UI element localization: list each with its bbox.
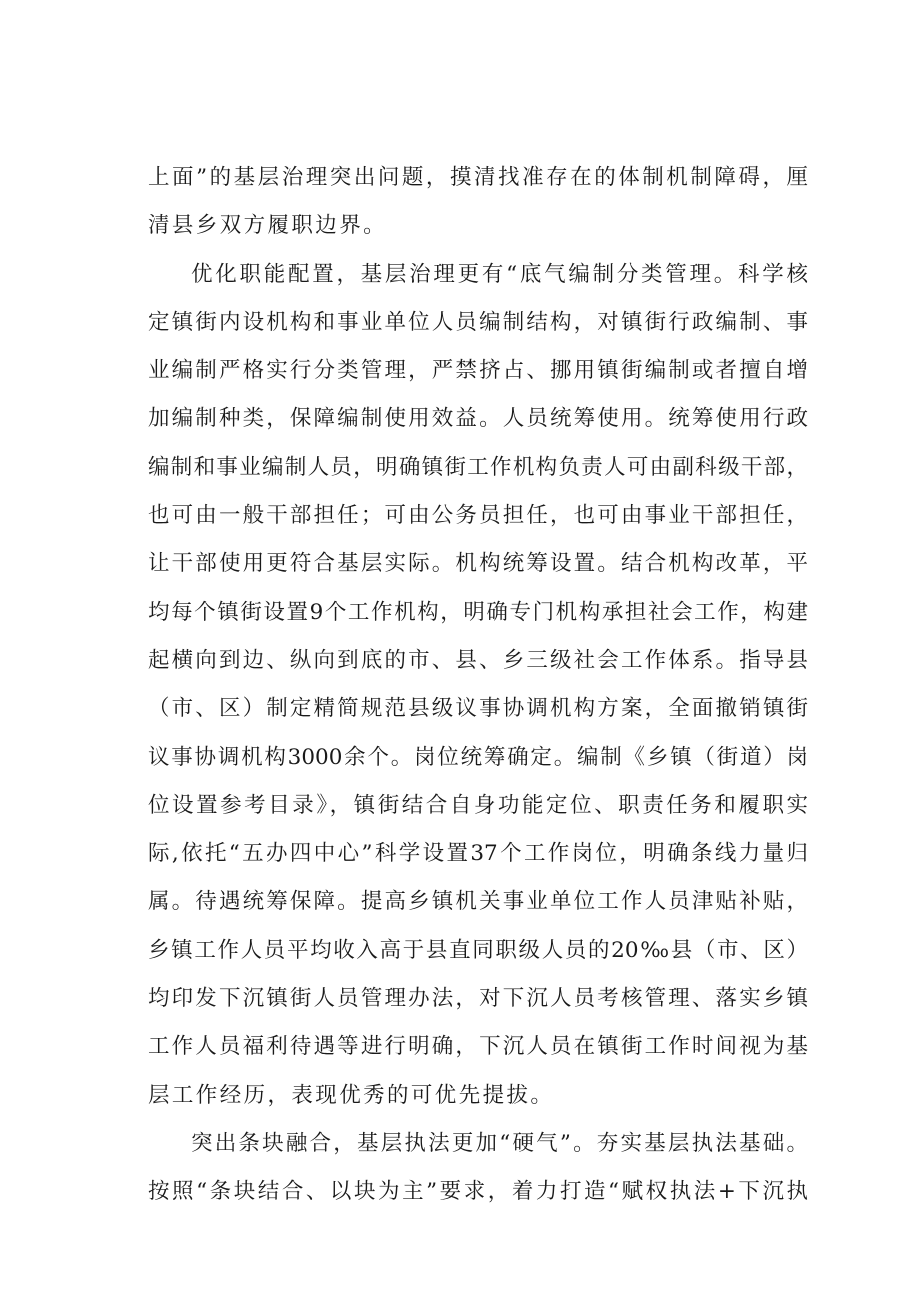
text-line: 业编制严格实行分类管理，严禁挤占、挪用镇街编制或者擅自增: [148, 358, 808, 384]
text-line: （市、区）制定精简规范县级议事协调机构方案，全面撤销镇街: [148, 696, 808, 722]
text-line: 属。待遇统筹保障。提高乡镇机关事业单位工作人员津贴补贴，: [148, 889, 808, 915]
text-line: 位设置参考目录》，镇街结合自身功能定位、职责任务和履职实: [148, 792, 808, 818]
text-line: 也可由一般干部担任；可由公务员担任，也可由事业干部担任，: [148, 503, 808, 529]
paragraph-staffing: [148, 251, 808, 1120]
text-line: 清县乡双方履职边界。: [148, 213, 388, 239]
text-line: 加编制种类，保障编制使用效益。人员统筹使用。统筹使用行政: [148, 406, 808, 432]
text-line: 际,依托“五办四中心”科学设置37个工作岗位，明确条线力量归: [148, 841, 808, 867]
text-line: 按照“条块结合、以块为主”要求，着力打造“赋权执法+下沉执: [148, 1179, 808, 1205]
text-line: 定镇街内设机构和事业单位人员编制结构，对镇街行政编制、事: [148, 309, 808, 335]
text-line: 均每个镇街设置9个工作机构，明确专门机构承担社会工作，构建: [148, 599, 808, 625]
text-line: 起横向到边、纵向到底的市、县、乡三级社会工作体系。指导县: [148, 647, 808, 673]
text-line: 让干部使用更符合基层实际。机构统筹设置。结合机构改革，平: [148, 551, 808, 577]
paragraph-boundary: [148, 154, 808, 251]
text-line: 上面”的基层治理突出问题，摸清找准存在的体制机制障碍，厘: [148, 165, 808, 190]
text-line: 乡镇工作人员平均收入高于县直同职级人员的20‰县（市、区）: [148, 937, 808, 963]
text-line: 编制和事业编制人员，明确镇街工作机构负责人可由副科级干部，: [148, 454, 808, 480]
text-line: 工作人员福利待遇等进行明确，下沉人员在镇街工作时间视为基: [148, 1034, 808, 1060]
paragraph-enforcement: [148, 1120, 808, 1217]
text-line: 层工作经历，表现优秀的可优先提拔。: [148, 1082, 555, 1108]
text-line: 突出条块融合，基层执法更加“硬气”。夯实基层执法基础。: [191, 1130, 808, 1156]
text-line: 均印发下沉镇街人员管理办法，对下沉人员考核管理、落实乡镇: [148, 986, 808, 1012]
body-text: [148, 154, 808, 1217]
text-line: 优化职能配置，基层治理更有“底气编制分类管理。科学核: [191, 261, 808, 287]
text-line: 议事协调机构3000余个。岗位统筹确定。编制《乡镇（街道）岗: [148, 744, 808, 770]
